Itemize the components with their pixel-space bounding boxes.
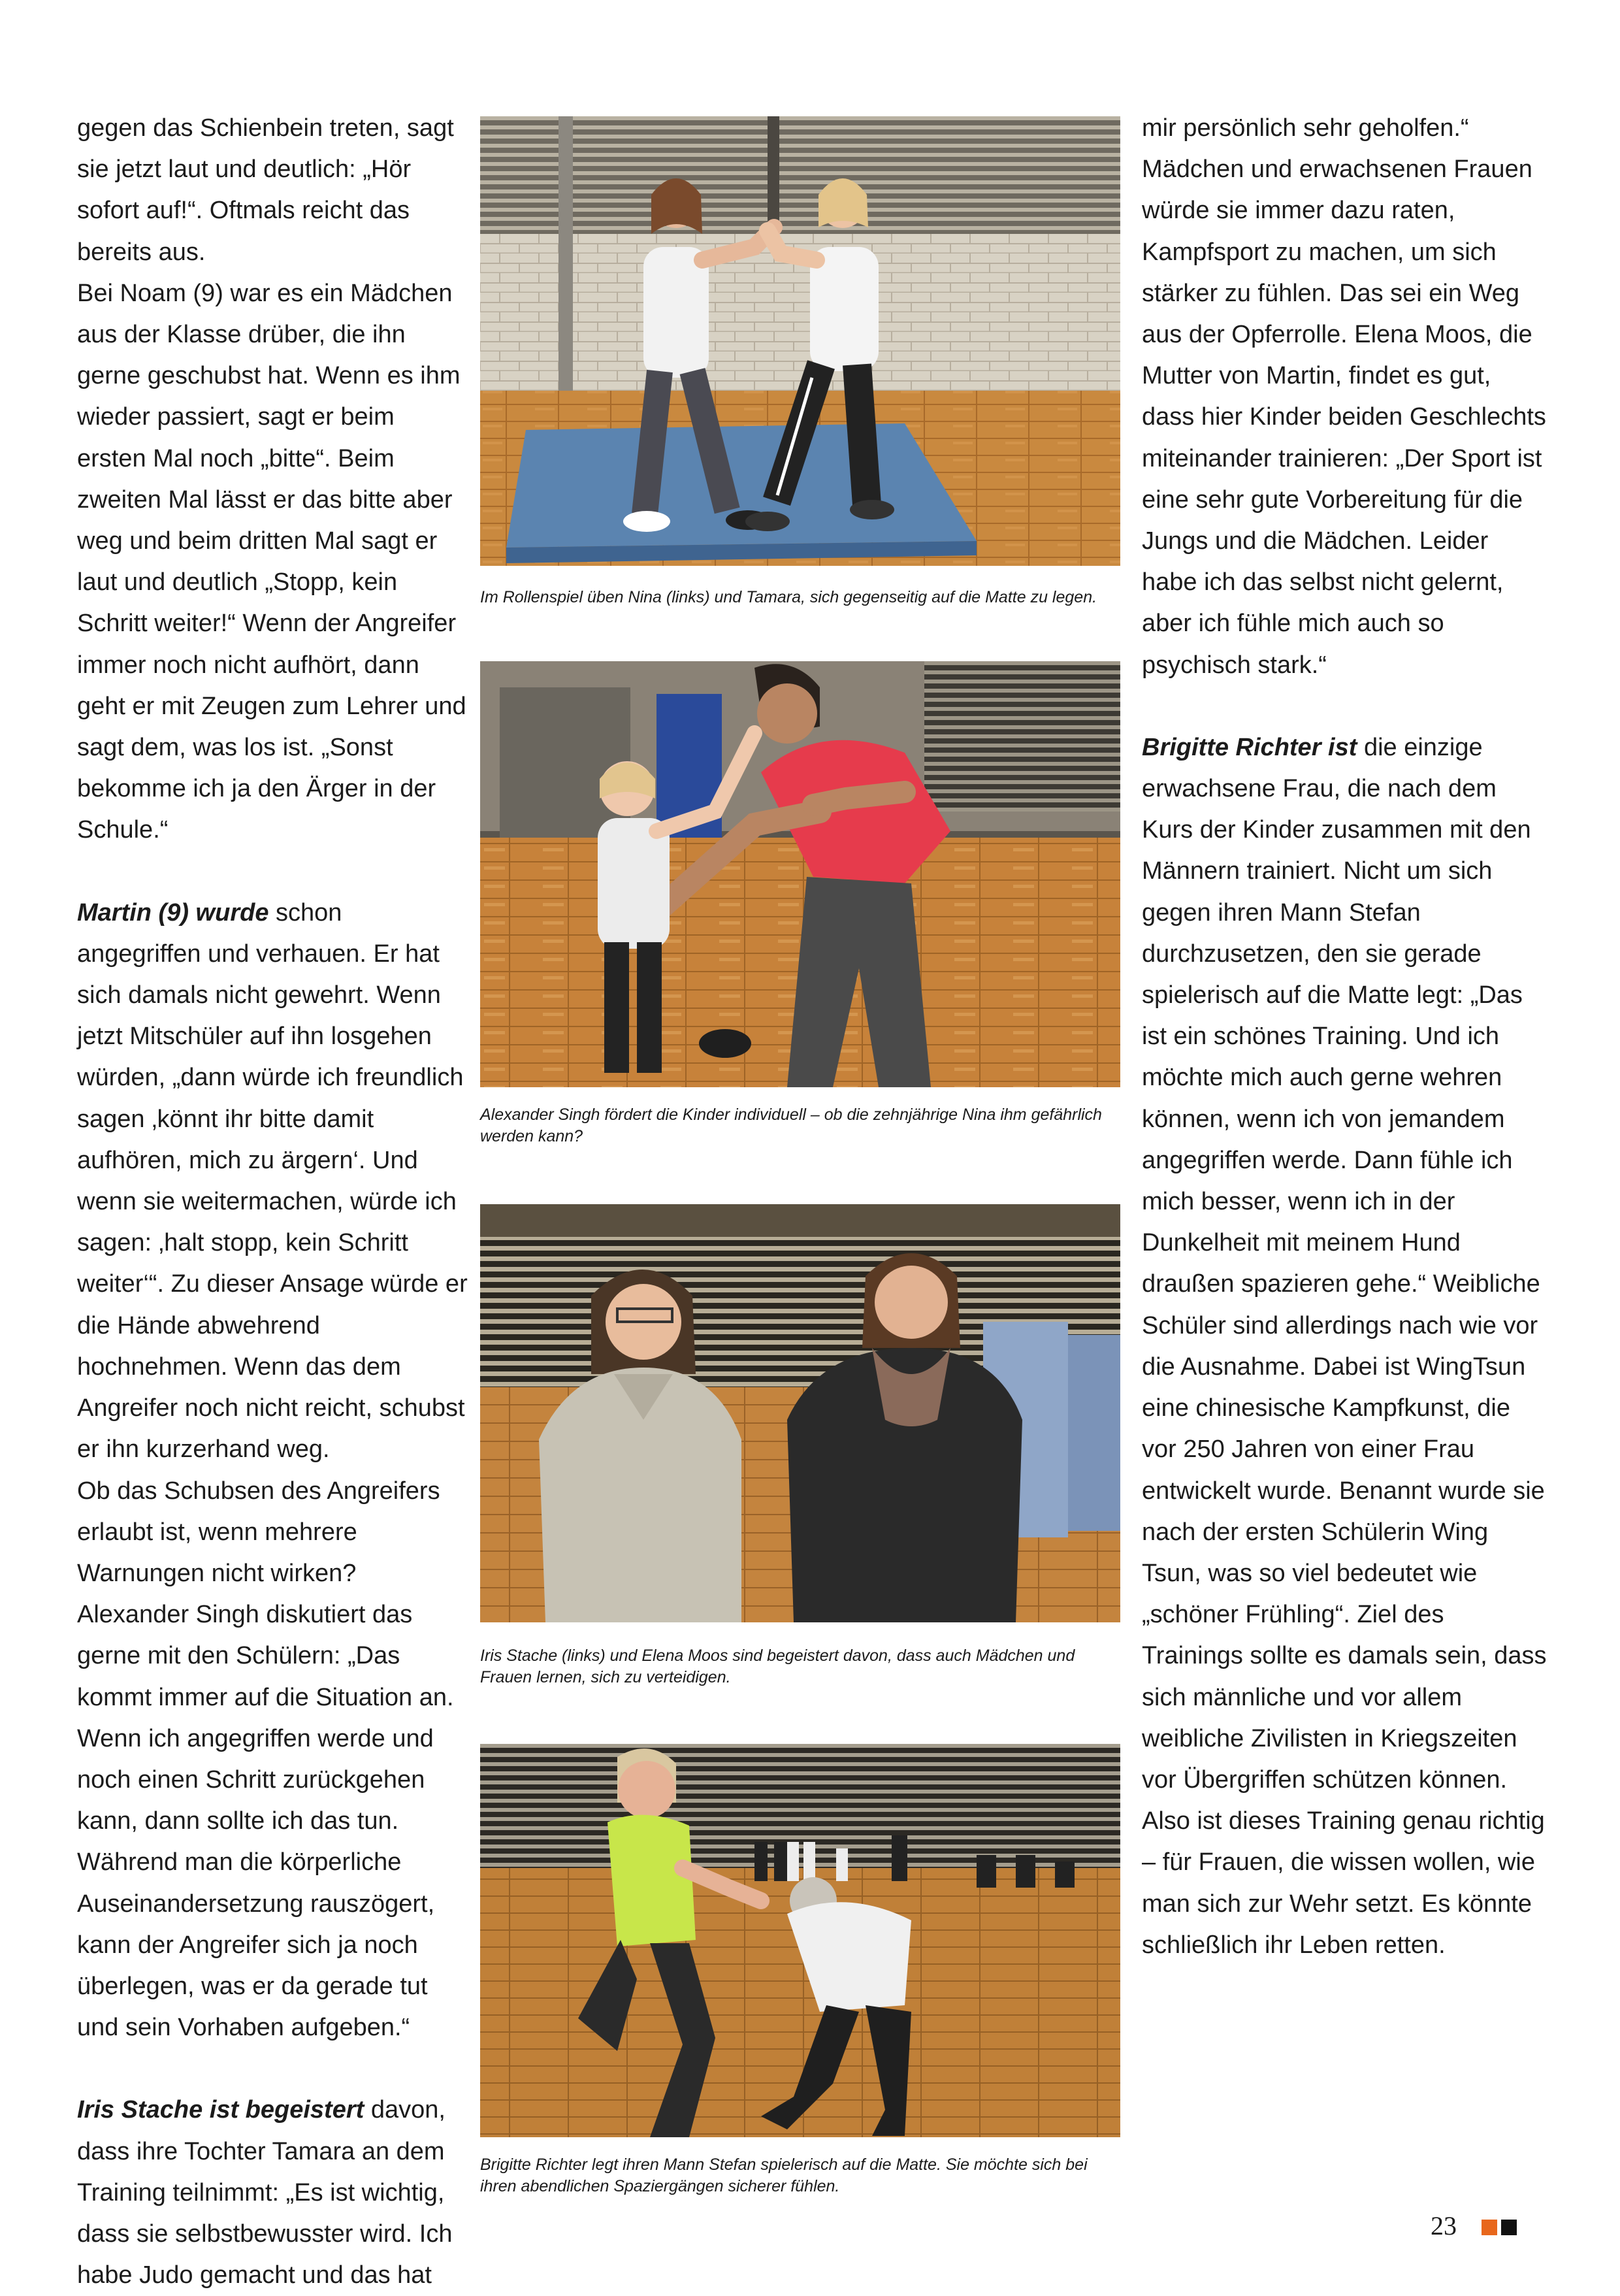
paragraph xyxy=(77,893,469,1471)
paragraph-text: mir persönlich sehr geholfen.“ Mädchen und erwachsenen Frauen würde sie immer dazu raten, Kampfsport zu machen, um sich stärker zu fühlen. Das sei ein Weg aus der Opferrolle. Elena Moos, die Mutter von Martin, findet es gut, dass hier Kinder beiden Geschlechts miteinander trainieren: „Der Sport ist eine sehr gute Vorbereitung für die Jungs und die Mädchen. Leider habe ich das selbst nicht gelernt, aber ich fühle mich auch so psychisch stark.“ xyxy=(1142,114,1546,679)
paragraph-gap xyxy=(77,2048,469,2090)
page-number: 23 xyxy=(1431,2211,1457,2240)
paragraph-text: gegen das Schienbein treten, sagt sie jetzt laut und deutlich: „Hör sofort auf!“. Oftmals reicht das bereits aus. xyxy=(77,114,454,266)
black-square-icon xyxy=(1501,2220,1517,2235)
paragraph-gap xyxy=(1142,686,1547,727)
paragraph xyxy=(1142,108,1547,686)
photo-iris-elena-illustration xyxy=(480,1204,1120,1622)
photo-iris-elena xyxy=(480,1204,1120,1622)
photo-brigitte-stefan xyxy=(480,1744,1120,2137)
paragraph-lead: Brigitte Richter ist xyxy=(1142,733,1357,761)
article-column-right xyxy=(1142,108,1547,1966)
paragraph xyxy=(77,273,469,851)
article-column-left xyxy=(77,108,469,2296)
paragraph-lead: Iris Stache ist begeistert xyxy=(77,2096,364,2124)
paragraph xyxy=(77,2090,469,2296)
paragraph xyxy=(1142,727,1547,1966)
photo-alexander-singh-illustration xyxy=(480,661,1120,1087)
paragraph-text: schon angegriffen und verhauen. Er hat sich damals nicht gewehrt. Wenn jetzt Mitschüler auf ihn losgehen würden, „dann würde ich freundlich sagen ‚könnt ihr bitte damit aufhören, mich zu ärgern‘. Und wenn sie weitermachen, würde ich sagen: ‚halt stopp, kein Schritt weiter‘“. Zu dieser Ansage würde er die Hände abwehrend hochnehmen. Wenn das dem Angreifer noch nicht reicht, schubst er ihn kurzerhand weg. xyxy=(77,898,468,1464)
paragraph-gap xyxy=(77,851,469,893)
paragraph-text: Bei Noam (9) war es ein Mädchen aus der Klasse drüber, die ihn gerne geschubst hat. Wenn es ihm wieder passiert, sagt er beim ersten Mal noch „bitte“. Beim zweiten Mal lässt er das bitte aber weg und beim dritten Mal sagt er laut und deutlich „Stopp, kein Schritt weiter!“ Wenn der Angreifer immer noch nicht aufhört, dann geht er mit Zeugen zum Lehrer und sagt dem, was los ist. „Sonst bekomme ich ja den Ärger in der Schule.“ xyxy=(77,279,466,844)
caption-photo-4: Brigitte Richter legt ihren Mann Stefan spielerisch auf die Matte. Sie möchte sich bei ihren abendlichen Spaziergängen sicherer fühlen. xyxy=(480,2156,1088,2195)
paragraph-text: die einzige erwachsene Frau, die nach dem Kurs der Kinder zusammen mit den Männern trainiert. Nicht um sich gegen ihren Mann Stefan durchzusetzen, den sie gerade spielerisch auf die Matte legt: „Das ist ein schönes Training. Und ich möchte mich auch gerne wehren können, wenn ich von jemandem angegriffen werde. Dann fühle ich mich besser, wenn ich in der Dunkelheit mit meinem Hund draußen spazieren gehe.“ Weibliche Schüler sind allerdings nach wie vor die Ausnahme. Dabei ist WingTsun eine chinesische Kampfkunst, die vor 250 Jahren von einer Frau entwickelt wurde. Benannt wurde sie nach der ersten Schülerin Wing Tsun, was so viel bedeutet wie „schöner Frühling“. Ziel des Trainings sollte es damals sein, dass sich männliche und vor allem weibliche Zivilisten in Kriegszeiten vor Übergriffen schützen können. Also ist dieses Training genau richtig – für Frauen, die wissen wollen, wie man sich zur Wehr setzt. Es könnte schließlich ihr Leben retten. xyxy=(1142,733,1547,1959)
paragraph-text: davon, dass ihre Tochter Tamara an dem Training teilnimmt: „Es ist wichtig, dass sie selbstbewusster wird. Ich habe Judo gemacht und das hat xyxy=(77,2096,453,2289)
photo-rollenspiel-illustration xyxy=(480,116,1120,566)
photo-alexander-singh xyxy=(480,661,1120,1087)
caption-photo-2: Alexander Singh fördert die Kinder individuell – ob die zehnjährige Nina ihm gefährlich werden kann? xyxy=(480,1106,1102,1145)
paragraph xyxy=(77,1471,469,2049)
caption-photo-3: Iris Stache (links) und Elena Moos sind begeistert davon, dass auch Mädchen und Frauen lernen, sich zu verteidigen. xyxy=(480,1647,1075,1686)
photo-brigitte-stefan-illustration xyxy=(480,1744,1120,2137)
paragraph xyxy=(77,108,469,273)
orange-square-icon xyxy=(1482,2220,1497,2235)
paragraph-lead: Martin (9) wurde xyxy=(77,898,269,927)
paragraph-text: Ob das Schubsen des Angreifers erlaubt ist, wenn mehrere Warnungen nicht wirken? Alexander Singh diskutiert das gerne mit den Schülern: „Das kommt immer auf die Situation an. Wenn ich angegriffen werde und noch einen Schritt zurückgehen kann, dann sollte ich das tun. Während man die körperliche Auseinandersetzung rauszögert, kann der Angreifer sich ja noch überlegen, was er da gerade tut und sein Vorhaben aufgeben.“ xyxy=(77,1477,454,2042)
caption-photo-1: Im Rollenspiel üben Nina (links) und Tamara, sich gegenseitig auf die Matte zu legen. xyxy=(480,588,1097,606)
photo-rollenspiel xyxy=(480,116,1120,566)
